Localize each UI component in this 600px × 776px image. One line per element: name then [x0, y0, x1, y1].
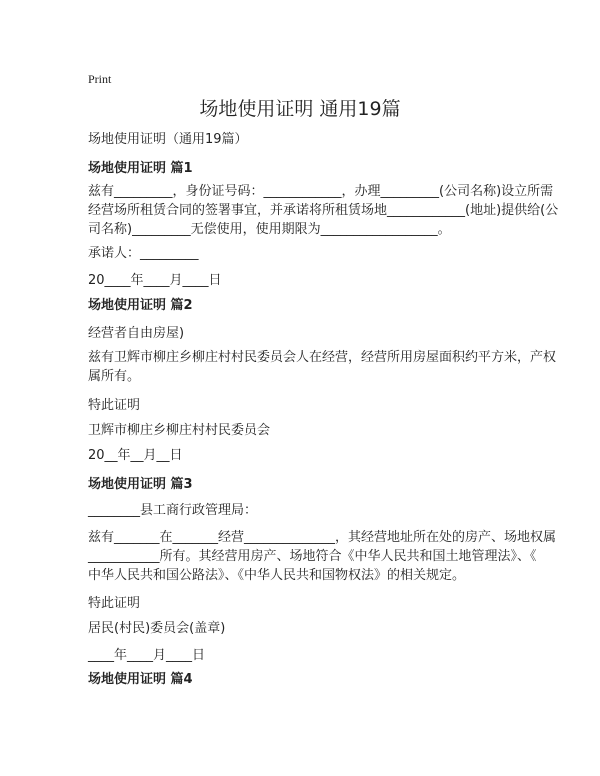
- org-line: 卫辉市柳庄乡柳庄村村民委员会: [88, 423, 271, 438]
- cert-line: 特此证明: [88, 398, 141, 413]
- section-heading-2: 场地使用证明 篇2: [88, 298, 193, 313]
- paragraph-line: ___________所有。其经营用房产、场地符合《中华人民共和国土地管理法》、《: [88, 549, 537, 564]
- date-line: 20____年____月____日: [88, 273, 222, 288]
- subtitle: 场地使用证明（通用19篇）: [88, 132, 248, 147]
- paragraph-line: 中华人民共和国公路法》、《中华人民共和国物权法》的相关规定。: [88, 568, 466, 583]
- paragraph-line: 兹有_______在_______经营______________，其经营地址所在处的房产、场地权属: [88, 530, 557, 545]
- date-line: 20__年__月__日: [88, 448, 183, 463]
- signer-line: 承诺人：_________: [88, 246, 199, 261]
- section-heading-4: 场地使用证明 篇4: [88, 672, 193, 687]
- cert-line: 特此证明: [88, 596, 141, 611]
- date-line: ____年____月____日: [88, 648, 206, 663]
- paragraph-line: 经营场所租赁合同的签署事宜，并承诺将所租赁场地____________(地址)提供给(公: [88, 203, 559, 218]
- addressee-line: ________县工商行政管理局：: [88, 503, 258, 518]
- text-line: 经营者自由房屋): [88, 326, 185, 341]
- section-heading-3: 场地使用证明 篇3: [88, 477, 193, 492]
- paragraph-line: 属所有。: [88, 369, 141, 384]
- paragraph-line: 司名称)_________无偿使用，使用期限为__________________。: [88, 222, 451, 237]
- page-title: 场地使用证明 通用19篇: [199, 98, 401, 120]
- section-heading-1: 场地使用证明 篇1: [88, 161, 193, 176]
- org-line: 居民(村民)委员会(盖章): [88, 621, 226, 636]
- print-link[interactable]: Print: [88, 72, 112, 86]
- paragraph-line: 兹有_________，身份证号码：____________，办理_________(公司名称)设立所需: [88, 184, 554, 199]
- paragraph-line: 兹有卫辉市柳庄乡柳庄村村民委员会人在经营，经营所用房屋面积约平方米，产权: [88, 350, 557, 365]
